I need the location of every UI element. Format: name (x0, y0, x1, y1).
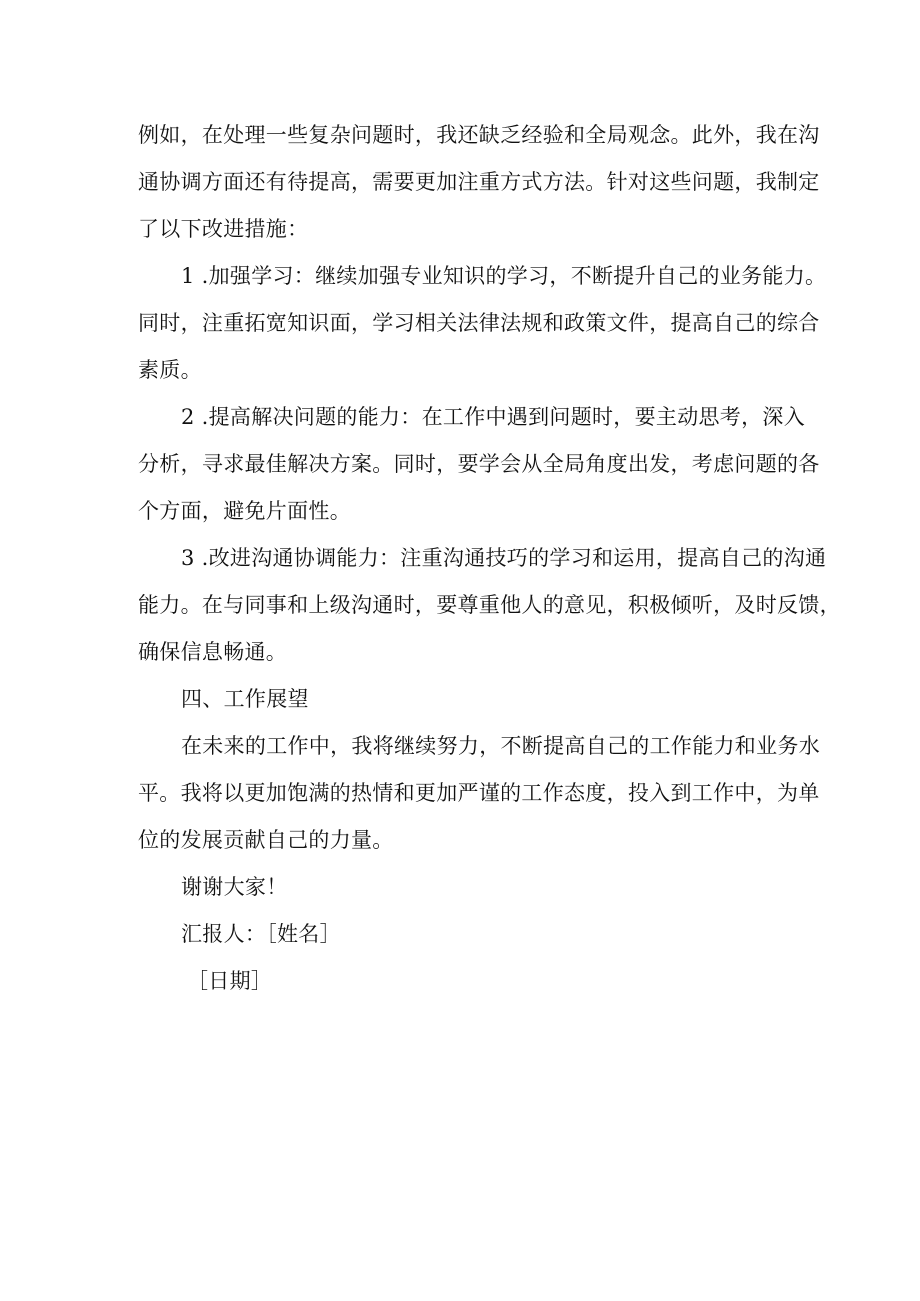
outlook-line: 位的发展贡献自己的力量。 (138, 828, 394, 852)
outlook-line: 平。我将以更加饱满的热情和更加严谨的工作态度，投入到工作中，为单 (138, 781, 820, 805)
section-heading: 四、工作展望 (181, 687, 309, 711)
thanks-line: 谢谢大家！ (181, 875, 288, 899)
body-line: 通协调方面还有待提高，需要更加注重方式方法。针对这些问题，我制定 (138, 170, 820, 194)
date-line: ［日期］ (187, 969, 273, 993)
item-2-first-line: 2 .提高解决问题的能力：在工作中遇到问题时，要主动思考，深入 (181, 405, 806, 429)
item-2-line: 分析，寻求最佳解决方案。同时，要学会从全局角度出发，考虑问题的各 (138, 452, 820, 476)
item-1-line: 同时，注重拓宽知识面，学习相关法律法规和政策文件，提高自己的综合 (138, 311, 820, 335)
item-3-line: 确保信息畅通。 (138, 640, 288, 664)
item-1-first-line: 1 .加强学习：继续加强专业知识的学习，不断提升自己的业务能力。 (181, 264, 827, 288)
reporter-line: 汇报人：［姓名］ (181, 922, 341, 946)
item-3-line: 能力。在与同事和上级沟通时，要尊重他人的意见，积极倾听，及时反馈， (138, 593, 841, 617)
outlook-first-line: 在未来的工作中，我将继续努力，不断提高自己的工作能力和业务水 (181, 734, 820, 758)
item-2-line: 个方面，避免片面性。 (138, 499, 351, 523)
item-1-line: 素质。 (138, 358, 202, 382)
body-line: 例如，在处理一些复杂问题时，我还缺乏经验和全局观念。此外，我在沟 (138, 123, 820, 147)
body-line: 了以下改进措施： (138, 217, 309, 241)
item-3-first-line: 3 .改进沟通协调能力：注重沟通技巧的学习和运用，提高自己的沟通 (181, 546, 827, 570)
document-page (138, 112, 841, 1005)
